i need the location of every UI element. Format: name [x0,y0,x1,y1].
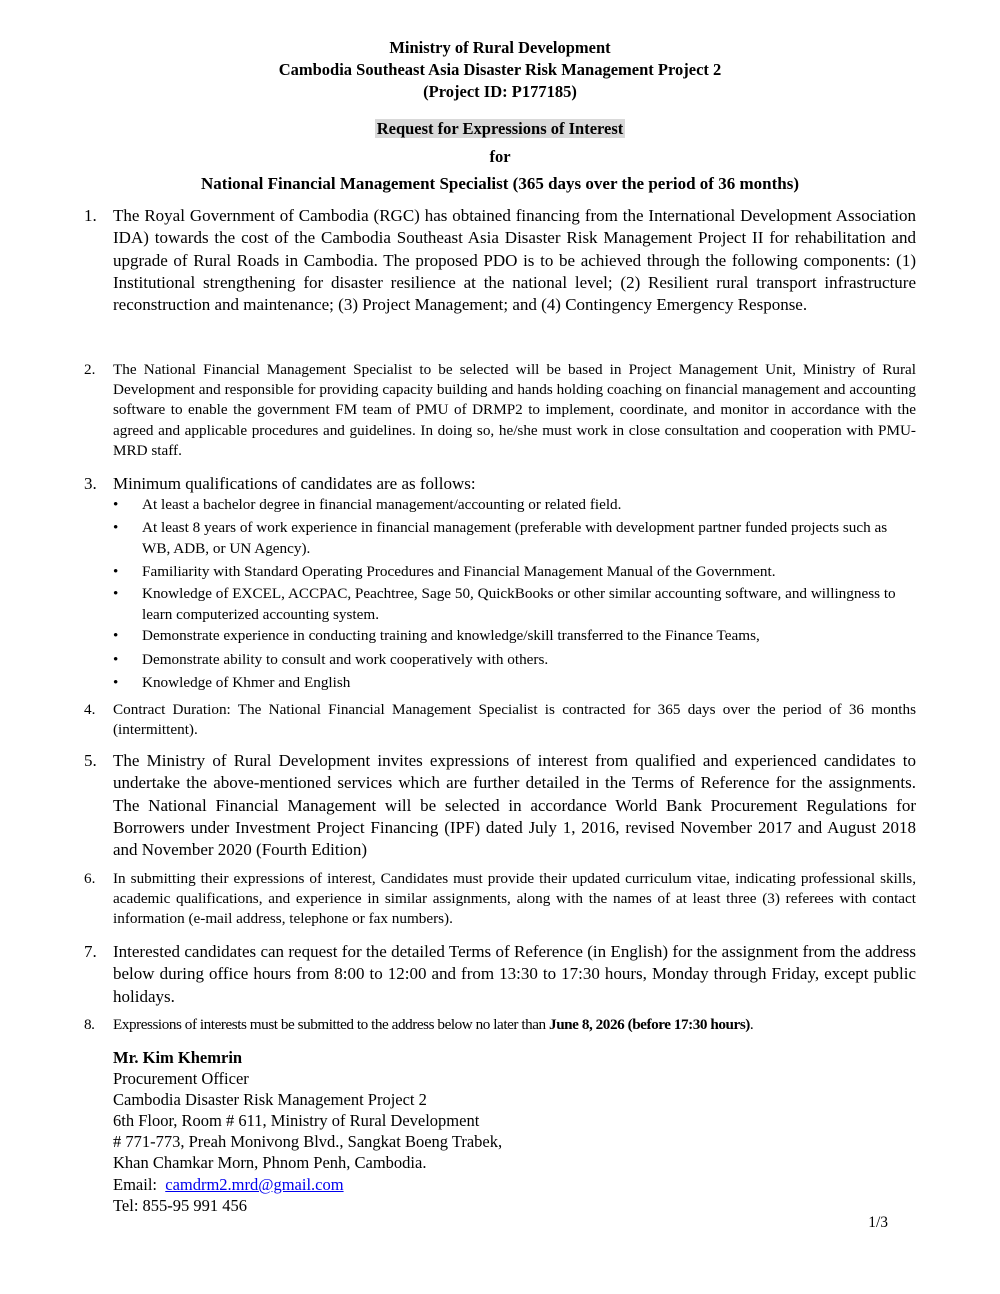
bullet-icon: • [113,496,119,513]
contact-name: Mr. Kim Khemrin [113,1048,243,1067]
qualification-item: • At least a bachelor degree in financial management/accounting or related field. [113,495,916,516]
bullet-icon: • [113,651,119,668]
paragraph-2: 2. The National Financial Management Specialist to be selected will be based in Project Management Unit, Ministry of Rural Development and responsible for providing capacity building and hands holding coaching on financial management and accounting software to enable the government FM team of PMU of DRMP2 to implement, coordinate, and monitor in accordance with the agreed and applicable procedures and guidelines. In doing so, he/she must work in close consultation and cooperation with PMU-MRD staff. [84,360,916,461]
page-number: 1/3 [868,1214,888,1231]
paragraph-8: 8. Expressions of interests must be submitted to the address below no later than June 8, 2026 (before 17:30 hours). [84,1015,916,1035]
contact-org: Cambodia Disaster Risk Management Project 2 [113,1090,427,1110]
deadline-text: June 8, 2026 (before 17:30 hours) [549,1016,750,1033]
paragraph-5: 5. The Ministry of Rural Development invites expressions of interest from qualified and experienced candidates to undertake the above-mentioned services which are further detailed in the Terms of Reference for the assignments. The National Financial Management will be selected in accordance World Bank Procurement Regulations for Borrowers under Investment Project Financing (IPF) dated July 1, 2016, revised November 2017 and August 2018 and November 2020 (Fourth Edition) [84,750,916,861]
header-project-id: (Project ID: P177185) [423,82,577,101]
header-ministry: Ministry of Rural Development [389,38,611,57]
paragraph-text: The National Financial Management Specialist to be selected will be based in Project Management Unit, Ministry of Rural Development and responsible for providing capacity building and hands holding coaching on financial management and accounting software to enable the government FM team of PMU of DRMP2 to implement, coordinate, and monitor in accordance with the agreed and applicable procedures and guidelines. In doing so, he/she must work in close consultation and cooperation with PMU-MRD staff. [113,361,916,459]
position-title: National Financial Management Specialist (365 days over the period of 36 months) [201,174,799,193]
email-link[interactable]: camdrm2.mrd@gmail.com [165,1174,344,1194]
paragraph-text: Interested candidates can request for the detailed Terms of Reference (in English) for the assignment from the address below during office hours from 8:00 to 12:00 and from 13:30 to 17:30 hours, Monday through Friday, except public holidays. [113,942,916,1006]
paragraph-1: 1. The Royal Government of Cambodia (RGC) has obtained financing from the International Development Association IDA) towards the cost of the Cambodia Southeast Asia Disaster Risk Management Project II for rehabilitation and upgrade of Rural Roads in Cambodia. The proposed PDO is to be achieved through the following components: (1) Institutional strengthening for disaster resilience at the national level; (2) Resilient rural transport infrastructure reconstruction and maintenance; (3) Project Management; and (4) Contingency Emergency Response. [84,205,916,316]
bullet-icon: • [113,585,119,602]
header-project: Cambodia Southeast Asia Disaster Risk Management Project 2 [278,60,722,79]
contact-block [113,1047,502,1216]
paragraph-text: Contract Duration: The National Financial Management Specialist is contracted for 365 days over the period of 36 months (intermittent). [113,701,916,739]
qualification-item: • Knowledge of Khmer and English [113,673,916,694]
bullet-icon: • [113,674,119,691]
paragraph-text: Expressions of interests must be submitted to the address below no later than June 8, 2026 (before 17:30 hours). [113,1016,754,1033]
paragraph-6: 6. In submitting their expressions of interest, Candidates must provide their updated curriculum vitae, indicating professional skills, academic qualifications, and experience in similar assignments, along with the names of at least three (3) referees with contact information (e-mail address, telephone or fax numbers). [84,869,916,930]
paragraph-7: 7. Interested candidates can request for the detailed Terms of Reference (in English) for the assignment from the address below during office hours from 8:00 to 12:00 and from 13:30 to 17:30 hours, Monday through Friday, except public holidays. [84,941,916,1008]
email-label: Email: [113,1174,157,1194]
contact-title: Procurement Officer [113,1069,249,1089]
bullet-icon: • [113,563,119,580]
contact-address-line: 6th Floor, Room # 611, Ministry of Rural Development [113,1111,480,1131]
contact-email-row [113,1174,502,1195]
qualification-item: • At least 8 years of work experience in financial management (preferable with development partner funded projects such as WB, ADB, or UN Agency). [113,519,888,557]
paragraph-text: In submitting their expressions of interest, Candidates must provide their updated curriculum vitae, indicating professional skills, academic qualifications, and experience in similar assignments, along with the names of at least three (3) referees with contact information (e-mail address, telephone or fax numbers). [113,870,916,928]
contact-tel: Tel: 855-95 991 456 [113,1195,248,1215]
qualification-item: • Familiarity with Standard Operating Procedures and Financial Management Manual of the Government. [113,562,916,583]
paragraph-text: The Royal Government of Cambodia (RGC) has obtained financing from the International Development Association IDA) towards the cost of the Cambodia Southeast Asia Disaster Risk Management Project II for rehabilitation and upgrade of Rural Roads in Cambodia. The proposed PDO is to be achieved through the following components: (1) Institutional strengthening for disaster resilience at the national level; (2) Resilient rural transport infrastructure reconstruction and maintenance; (3) Project Management; and (4) Contingency Emergency Response. [113,206,916,315]
qualification-item: • Knowledge of EXCEL, ACCPAC, Peachtree, Sage 50, QuickBooks or other similar accounting software, and willingness to learn computerized accounting system. [113,585,896,623]
qualification-item: • Demonstrate experience in conducting training and knowledge/skill transferred to the Finance Teams, [113,626,916,647]
qualification-item: • Demonstrate ability to consult and work cooperatively with others. [113,650,916,671]
for-text: for [489,147,511,166]
contact-address-line: Khan Chamkar Morn, Phnom Penh, Cambodia. [113,1153,427,1173]
paragraph-3: 3. Minimum qualifications of candidates are as follows: [84,473,916,495]
paragraph-4: 4. Contract Duration: The National Financial Management Specialist is contracted for 365 days over the period of 36 months (intermittent). [84,700,916,740]
paragraph-text: Minimum qualifications of candidates are as follows: [113,474,476,493]
paragraph-text: The Ministry of Rural Development invites expressions of interest from qualified and experienced candidates to undertake the above-mentioned services which are further detailed in the Terms of Reference for the assignments. The National Financial Management will be selected in accordance World Bank Procurement Regulations for Borrowers under Investment Project Financing (IPF) dated July 1, 2016, revised November 2017 and August 2018 and November 2020 (Fourth Edition) [113,751,916,860]
bullet-icon: • [113,627,119,644]
bullet-icon: • [113,519,119,536]
request-title: Request for Expressions of Interest [376,119,624,138]
contact-address-line: # 771-773, Preah Monivong Blvd., Sangkat Boeng Trabek, [113,1132,503,1152]
